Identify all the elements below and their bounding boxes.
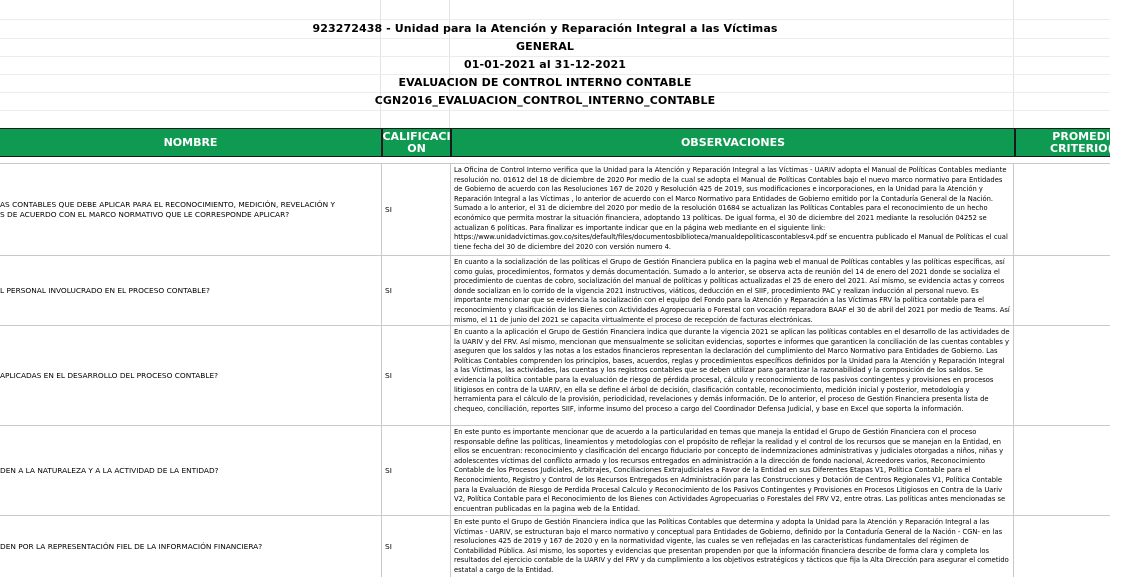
grid-line: [0, 56, 1110, 57]
evaluation-title: EVALUACION DE CONTROL INTERNO CONTABLE: [398, 76, 692, 89]
column-header-calificacion[interactable]: CALIFICACI ON: [382, 129, 451, 155]
table-row[interactable]: [0, 426, 1110, 516]
cell-promedio[interactable]: [1014, 164, 1110, 255]
form-code-title: CGN2016_EVALUACION_CONTROL_INTERNO_CONTABLE: [374, 94, 716, 107]
cell-promedio[interactable]: [1014, 326, 1110, 425]
category-title: GENERAL: [516, 40, 574, 53]
cell-promedio[interactable]: [1014, 256, 1110, 325]
cell-observaciones[interactable]: En cuanto a la aplicación el Grupo de Gestión Financiera indica que durante la vigencia 2021 se aplican las políticas contables en el desarrollo de las actividades de la UARIV y del FRV. Así mismo, mencionan que mensualmente se solicitan evidencias, soportes e informes que garanticen la conciliación de las cuentas contables y aseguren que los saldos y las notas a los estados financieros representan la declaración del cumplimiento del Marco Normativo para Entidades de Gobierno. Las Políticas Contables comprenden los principios, bases, acuerdos, reglas y procedimientos específicos definidos por la Unidad para la Atención y Reparación Integral a las Víctimas, las actividades, las cuentas y los registros contables que se deben utilizar para garantizar la razonabilidad y la composición de los saldos. Se evidencia la política contable para la evaluación de riesgo de pérdida procesal, cálculo y reconocimiento de los pasivos contingentes y provisiones en procesos litigiosos en contra de la UARIV, en ella se define el árbol de decisión, clasificación contable, reconocimiento, medición inicial y posterior, metodología y herramienta para el cálculo de la provisión, periodicidad, revelaciones y demás información. De lo anterior, el proceso de Gestión Financiera presenta lista de chequeo, conciliación, reportes SIIF, informe insumo del proceso a cargo del Coordinador Defensa Judicial, y base en Excel que soporta la información.: [450, 326, 1014, 425]
table-row[interactable]: [0, 164, 1110, 256]
cell-nombre[interactable]: DEN POR LA REPRESENTACIÓN FIEL DE LA INFORMACIÓN FINANCIERA?: [0, 541, 263, 551]
cell-calificacion[interactable]: SI: [381, 426, 449, 515]
table-header: [0, 128, 1122, 157]
cell-calificacion[interactable]: SI: [381, 516, 449, 577]
cell-observaciones[interactable]: En este punto el Grupo de Gestión Financiera indica que las Políticas Contables que determina y adopta la Unidad para la Atención y Reparación Integral a las Víctimas - UARIV, se estructuran bajo el marco normativo y conceptual para Entidades de Gobierno, definido por la Contaduría General de la Nación - CGN- en las resoluciones 425 de 2019 y 167 de 2020 y en la normatividad vigente, las cuales se ven reflejadas en las características fundamentales del régimen de Contabilidad Pública. Así mismo, los soportes y evidencias que presentan propenden por que la información financiera describe de forma clara y completa los resultados del ejercicio contable de la UARIV y del FRV y da cumplimiento a los objetivos estratégicos y tácticos que fija la Alta Dirección para asegurar el cometido estatal a cargo de la Entidad.: [450, 516, 1014, 577]
grid-line: [0, 92, 1110, 93]
table-row[interactable]: [0, 516, 1110, 577]
cell-nombre[interactable]: AS CONTABLES QUE DEBE APLICAR PARA EL RECONOCIMIENTO, MEDICIÓN, REVELACIÓN Y S DE ACUERDO CON EL MARCO NORMATIVO QUE LE CORRESPONDE APLICAR?: [0, 199, 335, 219]
grid-line: [0, 19, 1110, 20]
report-title-block: [0, 0, 1110, 128]
cell-nombre[interactable]: L PERSONAL INVOLUCRADO EN EL PROCESO CONTABLE?: [0, 285, 210, 295]
grid-line: [0, 74, 1110, 75]
cell-calificacion[interactable]: SI: [381, 256, 449, 325]
cell-observaciones[interactable]: La Oficina de Control Interno verifica que la Unidad para la Atención y Reparación Integral a las Víctimas - UARIV adopta el Manual de Políticas Contables mediante resolución no. 01612 del 18 de diciembre de 2020 Por medio de la cual se adopta el Manual de Políticas Contables bajo el nuevo marco normativo para Entidades de Gobierno de acuerdo con las Resoluciones 167 de 2020 y Resolución 425 de 2019, sus modificaciones e incorporaciones, en la Unidad para la Atención y Reparación Integral a las Víctimas , lo anterior de acuerdo con el Marco Normativo para Entidades de Gobierno emitido por la Contaduría General de la Nación. Sumado a lo anterior, el 31 de diciembre del 2020 por medio de la resolución 01684 se actualizan las Políticas Contables para el reconocimiento de un hecho económico que permita mostrar la situación financiera, adoptando 13 políticas. De igual forma, el 30 de diciembre del 2021 mediante la resolución 04252 se actualizan 6 políticas. Para finalizar es importante indicar que en la página web mediante en el siguiente link: https://www.unidadvictimas.gov.co/sites/default/files/documentosbiblioteca/manualdepoliticascontablesv4.pdf se encuentra publicado el Manual de Políticas el cual tiene fecha del 30 de diciembre del 2020 con versión numero 4.: [450, 164, 1014, 255]
cell-nombre[interactable]: APLICADAS EN EL DESARROLLO DEL PROCESO CONTABLE?: [0, 370, 219, 380]
grid-line: [0, 110, 1110, 111]
cell-promedio[interactable]: [1014, 516, 1110, 577]
spacer-row: [0, 156, 1110, 164]
table-row[interactable]: [0, 326, 1110, 426]
cell-observaciones[interactable]: En cuanto a la socialización de las políticas el Grupo de Gestión Financiera publica en la pagina web el manual de Políticas contables y las políticas específicas, así como guías, procedimientos, formatos y demás documentación. Sumado a lo anterior, se observa acta de reunión del 14 de enero del 2021 donde se socializa el procedimiento de cuentas de cobro, socialización del manual de políticas y políticas actualizadas el 25 de enero del 2021. Así mismo, se evidencia actas y correos donde socializan en lo corrido de la vigencia 2021 instructivos, viáticos, deducción en el SIIF, procedimiento PAC y realizan inducción al personal nuevo. Es importante mencionar que se evidencia la socialización con el equipo del Fondo para la Atención y Reparación a las Víctimas FRV la política contable para el reconocimiento y clasificación de los Bienes con Actividades Agropecuaria o Forestal con vocación reparadora BAAF el 30 de abril del 2021 por medio de Teams. Así mismo, el 11 de junio del 2021 se capacita virtualmente el proceso de recepción de facturas electrónicas.: [450, 256, 1014, 325]
cell-calificacion[interactable]: SI: [381, 326, 449, 425]
grid-line: [0, 38, 1110, 39]
cell-calificacion[interactable]: SI: [381, 164, 449, 255]
cell-nombre[interactable]: DEN A LA NATURALEZA Y A LA ACTIVIDAD DE LA ENTIDAD?: [0, 465, 219, 475]
column-header-observaciones[interactable]: OBSERVACIONES: [450, 129, 1014, 156]
cell-observaciones[interactable]: En este punto es importante mencionar que de acuerdo a la particularidad en temas que maneja la entidad el Grupo de Gestión Financiera con el proceso responsable define las políticas, lineamientos y metodologías con el propósito de reflejar la realidad y el control de los recursos que se manejan en la Entidad, en ellos se encuentran: reconocimiento y clasificación del encargo fiduciario por concepto de indemnizaciones administrativas y judiciales otorgadas a niños, niñas y adolescentes víctimas del conflicto armado y los recursos entregados en administración a la dirección de fondo nacional, Acreedores varios, Reconocimiento Contable de los Procesos Judiciales, Arbitrajes, Conciliaciones Extrajudiciales a Favor de la Entidad en sus Diferentes Etapas V1, Política Contable para el Reconocimiento, Registro y Control de los Recursos Entregados en Administración para las Construcciones y Dotación de Centros Regionales V1, Política Contable para la Evaluación de Riesgo de Perdida Procesal Calculo y Reconocimiento de los Pasivos Contingentes y Provisiones en Procesos Litigiosos en Contra de la Uariv V2, Política Contable para el Reconocimiento de los Bienes con Actividades Agropecuarias o Forestales del FRV V2, entre otras. Las políticas antes mencionadas se encuentran publicadas en la pagina web de la Entidad.: [450, 426, 1014, 515]
column-header-promedio[interactable]: PROMEDIO CRITERIO(U: [1014, 129, 1110, 156]
cell-promedio[interactable]: [1014, 426, 1110, 515]
entity-title: 923272438 - Unidad para la Atención y Reparación Integral a las Víctimas: [312, 22, 778, 35]
period-title: 01-01-2021 al 31-12-2021: [464, 58, 626, 71]
table-row[interactable]: [0, 256, 1110, 326]
column-header-nombre[interactable]: NOMBRE: [163, 135, 218, 149]
